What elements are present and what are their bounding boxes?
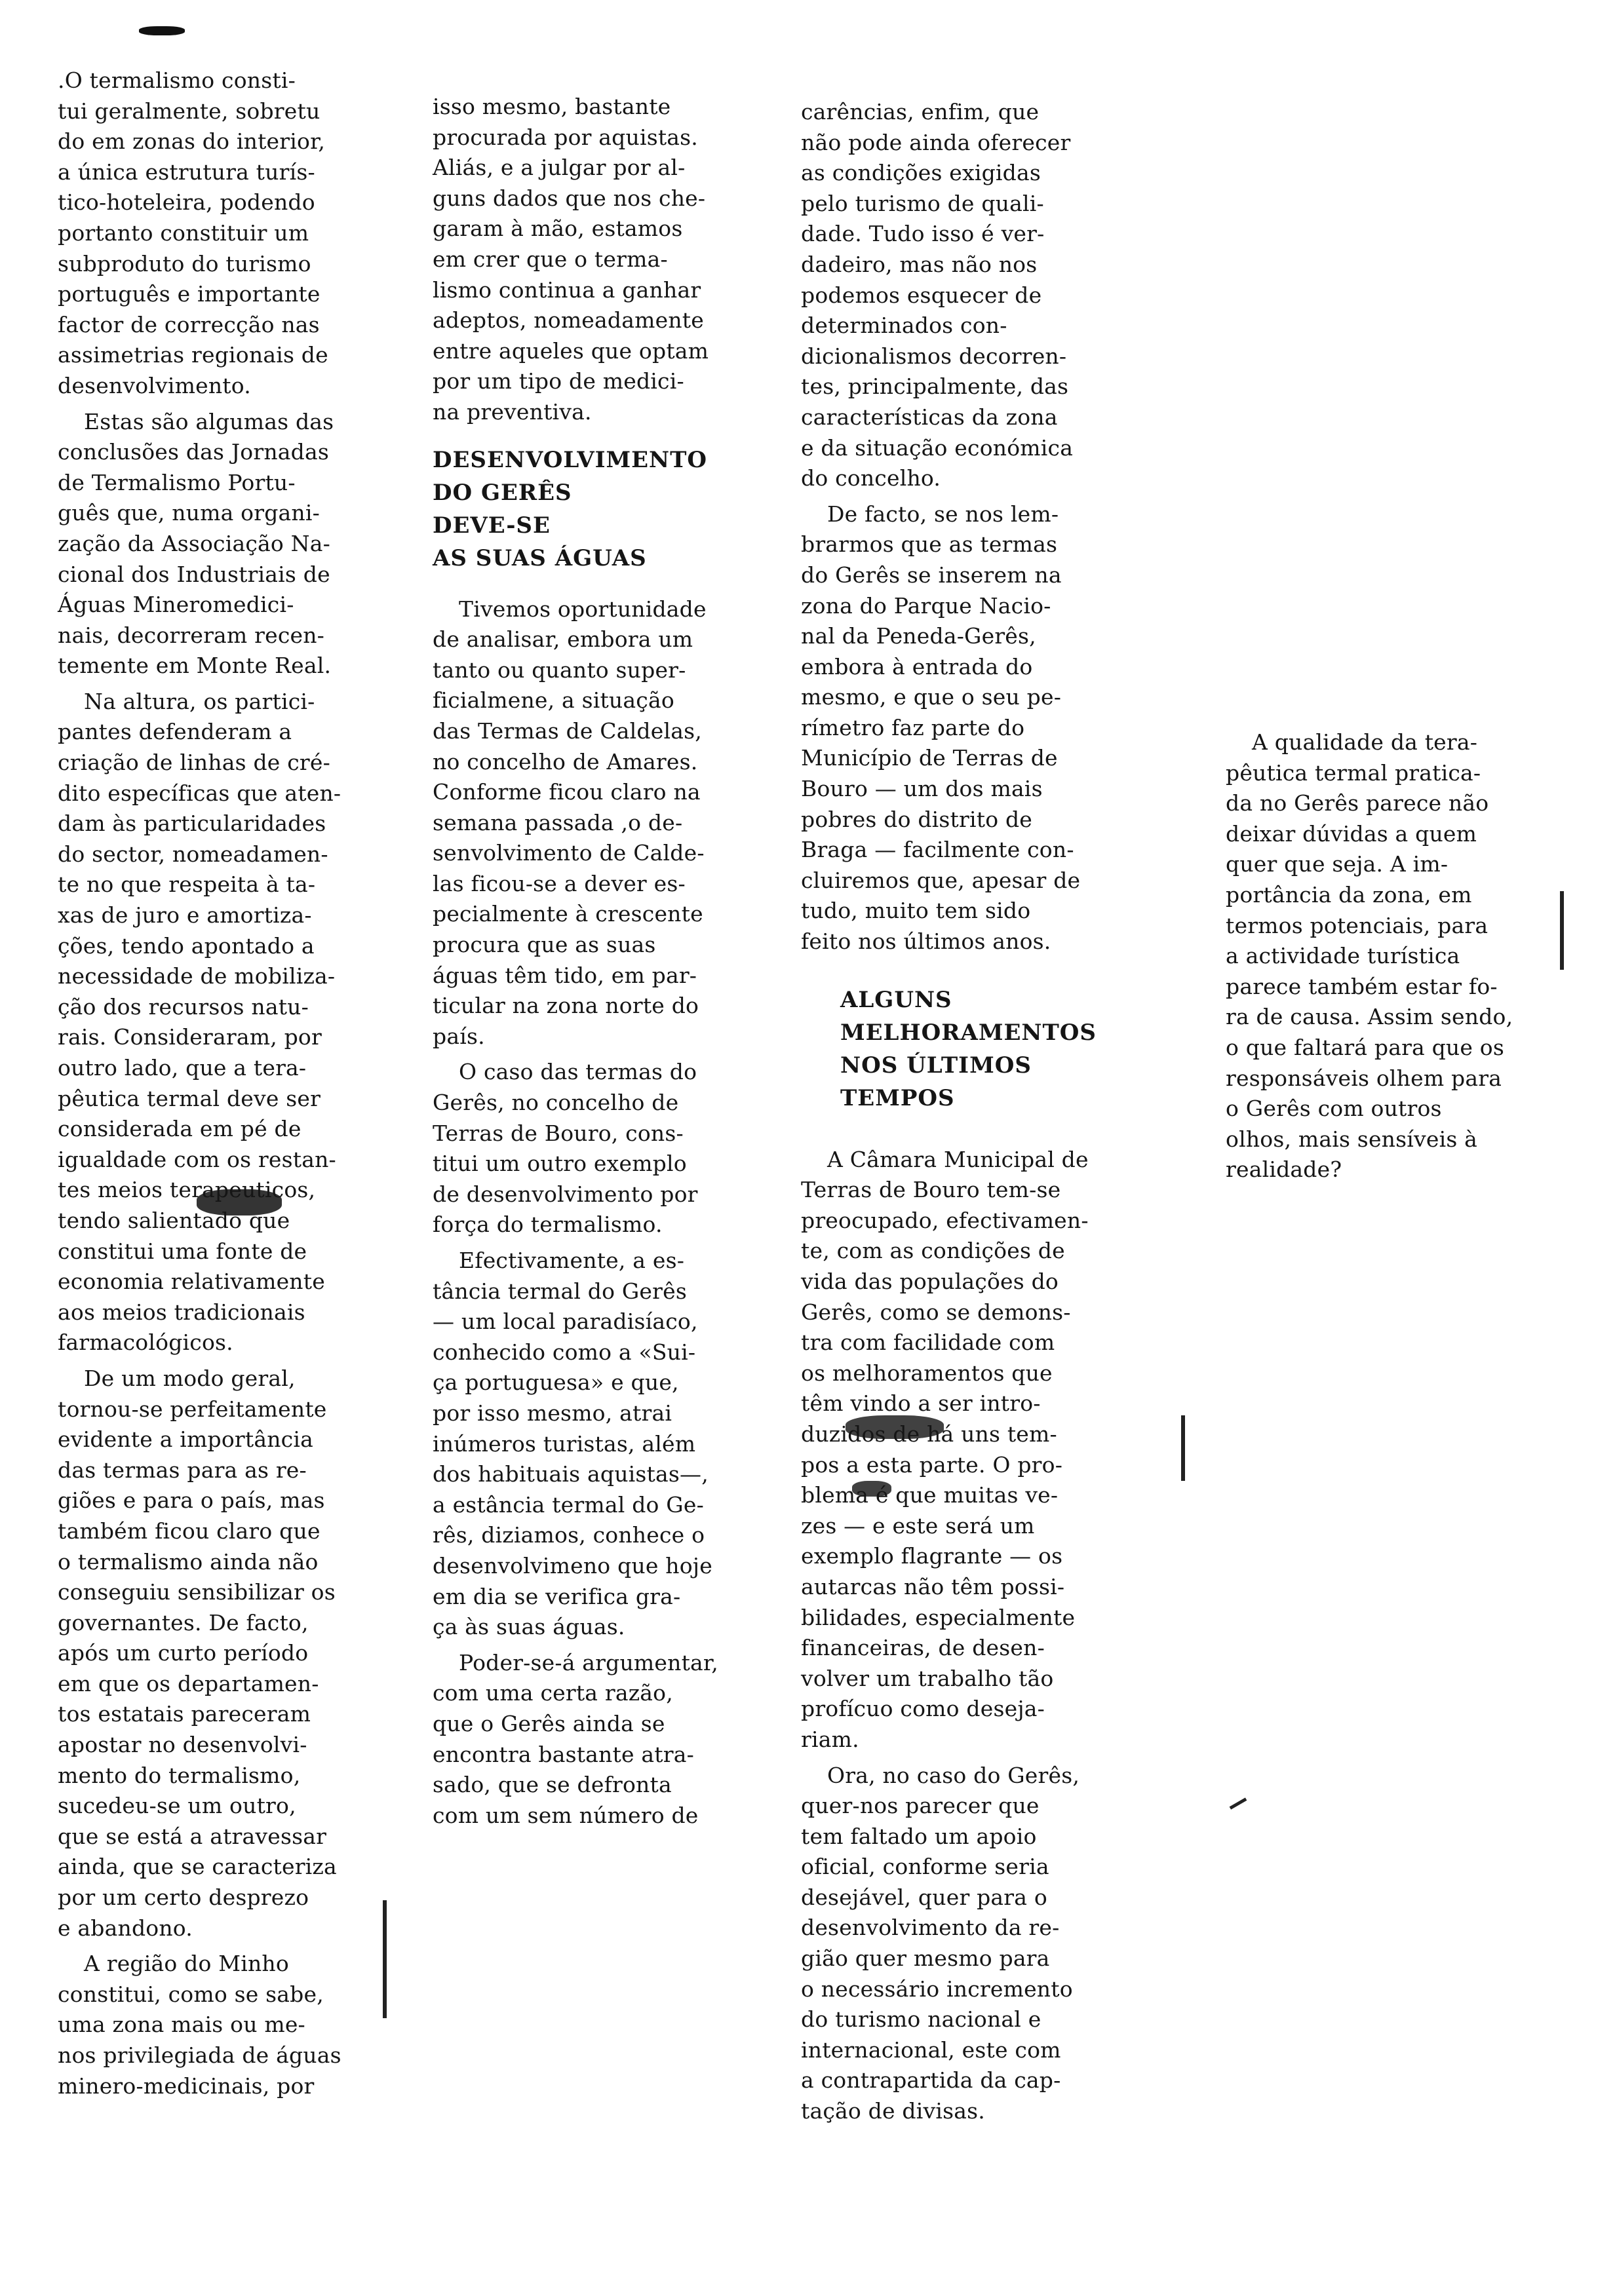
article-column-4 bbox=[1226, 727, 1566, 1191]
paragraph: De um modo geral, tornou-se perfeitamente evidente a importância das termas para as re- giões e para o país, mas também ficou claro que o termalismo ainda não conseguiu sensibilizar os governantes. De facto, após um curto período em que os departamen- tos estatais pareceram apostar no desenvolvi- mento do termalismo, sucedeu-se um outro, que se está a atravessar ainda, que se caracteriza por um certo desprezo e abandono. bbox=[58, 1365, 337, 1941]
paragraph: .O termalismo consti- tui geralmente, sobretu do em zonas do interior, a única estrutura turís- tico-hoteleira, podendo portanto constituir um subproduto do turismo português e importante factor de correcção nas assimetrias regionais de desenvolvimento. bbox=[58, 67, 328, 398]
paragraph: carências, enfim, que não pode ainda oferecer as condições exigidas pelo turismo de quali- dade. Tudo isso é ver- dadeiro, mas não nos podemos esquecer de determinados con- dicionalismos decorren- tes, principalmente, das características da zona e da situação económica do concelho. bbox=[801, 99, 1074, 491]
article-column-2 bbox=[433, 92, 773, 1836]
section-heading: DESENVOLVIMENTO DO GERÊS DEVE-SE AS SUAS ÁGUAS bbox=[433, 446, 708, 571]
scan-mark bbox=[1181, 1415, 1185, 1481]
paragraph: Estas são algumas das conclusões das Jornadas de Termalismo Portu- guês que, numa organi- zação da Associação Na- cional dos Industriais de Águas Mineromedici- nais, decorreram recen- temente em Monte Real. bbox=[58, 408, 334, 679]
paragraph: Poder-se-á argumentar, com uma certa razão, que o Gerês ainda se encontra bastante atra- sado, que se defronta com um sem número de bbox=[433, 1649, 718, 1828]
paragraph: De facto, se nos lem- brarmos que as termas do Gerês se inserem na zona do Parque Nacio- nal da Peneda-Gerês, embora à entrada do mesmo, e que o seu pe- rímetro faz parte do Município de Terras de Bouro — um dos mais pobres do distrito de Braga — facilmente con- cluiremos que, apesar de tudo, muito tem sido feito nos últimos anos. bbox=[801, 501, 1081, 955]
scan-mark bbox=[139, 26, 185, 35]
article-column-3 bbox=[801, 97, 1168, 2132]
paragraph: Tivemos oportunidade de analisar, embora um tanto ou quanto super- ficialmene, a situação das Termas de Caldelas, no concelho de Amares. Conforme ficou claro na semana passada ,o de- senvolvimento de Calde- las ficou-se a dever es- pecialmente à crescente procura que as suas águas têm tido, em par- ticular na zona norte do país. bbox=[433, 596, 707, 1049]
scan-mark bbox=[1230, 1797, 1247, 1809]
paragraph: A qualidade da tera- pêutica termal pratica- da no Gerês parece não deixar dúvidas a quem quer que seja. A im- portância da zona, em termos potenciais, para a actividade turística parece também estar fo- ra de causa. Assim sendo, o que faltará para que os responsáveis olhem para o Gerês com outros olhos, mais sensíveis à realidade? bbox=[1226, 729, 1513, 1183]
paragraph: isso mesmo, bastante procurada por aquistas. Aliás, e a julgar por al- guns dados que nos che- garam à mão, estamos em crer que o terma- lismo continua a ganhar adeptos, nomeadamente entre aqueles que optam por um tipo de medici- na preventiva. bbox=[433, 94, 709, 425]
paragraph: Ora, no caso do Gerês, quer-nos parecer que tem faltado um apoio oficial, conforme seria desejável, quer para o desenvolvimento da re- gião quer mesmo para o necessário incremento do turismo nacional e internacional, este com a contrapartida da cap- tação de divisas. bbox=[801, 1762, 1080, 2124]
section-heading: ALGUNS MELHORAMENTOS NOS ÚLTIMOS TEMPOS bbox=[840, 986, 1097, 1111]
paragraph: O caso das termas do Gerês, no concelho de Terras de Bouro, cons- titui um outro exemplo de desenvolvimento por força do termalismo. bbox=[433, 1059, 698, 1238]
paragraph: A Câmara Municipal de Terras de Bouro tem-se preocupado, efectivamen- te, com as condições de vida das populações do Gerês, como se demons- tra com facilidade com os melhoramentos que têm vindo a ser intro- duzidos de há uns tem- pos a esta parte. O pro- blema é que muitas ve- zes — e este será um exemplo flagrante — os autarcas não têm possi- bilidades, especialmente financeiras, de desen- volver um trabalho tão profícuo como deseja- riam. bbox=[801, 1146, 1089, 1752]
paragraph: Efectivamente, a es- tância termal do Gerês — um local paradisíaco, conhecido como a «Sui- ça portuguesa» e que, por isso mesmo, atrai inúmeros turistas, além dos habituais aquistas—, a estância termal do Ge- rês, diziamos, conhece o desenvolvimeno que hoje em dia se verifica gra- ça às suas águas. bbox=[433, 1248, 712, 1640]
paragraph: Na altura, os partici- pantes defenderam a criação de linhas de cré- dito específicas que aten- dam às particularidades do sector, nomeadamen- te no que respeita à ta- xas de juro e amortiza- ções, tendo apontado a necessidade de mobiliza- ção dos recursos natu- rais. Consideraram, por outro lado, que a tera- pêutica termal deve ser considerada em pé de igualdade com os restan- tes meios terapeuticos, tendo salientado que constitui uma fonte de economia relativamente aos meios tradicionais farmacológicos. bbox=[58, 688, 341, 1356]
paragraph: A região do Minho constitui, como se sabe, uma zona mais ou me- nos privilegiada de águas minero-medicinais, por bbox=[58, 1951, 341, 2099]
article-column-1 bbox=[58, 66, 385, 2107]
